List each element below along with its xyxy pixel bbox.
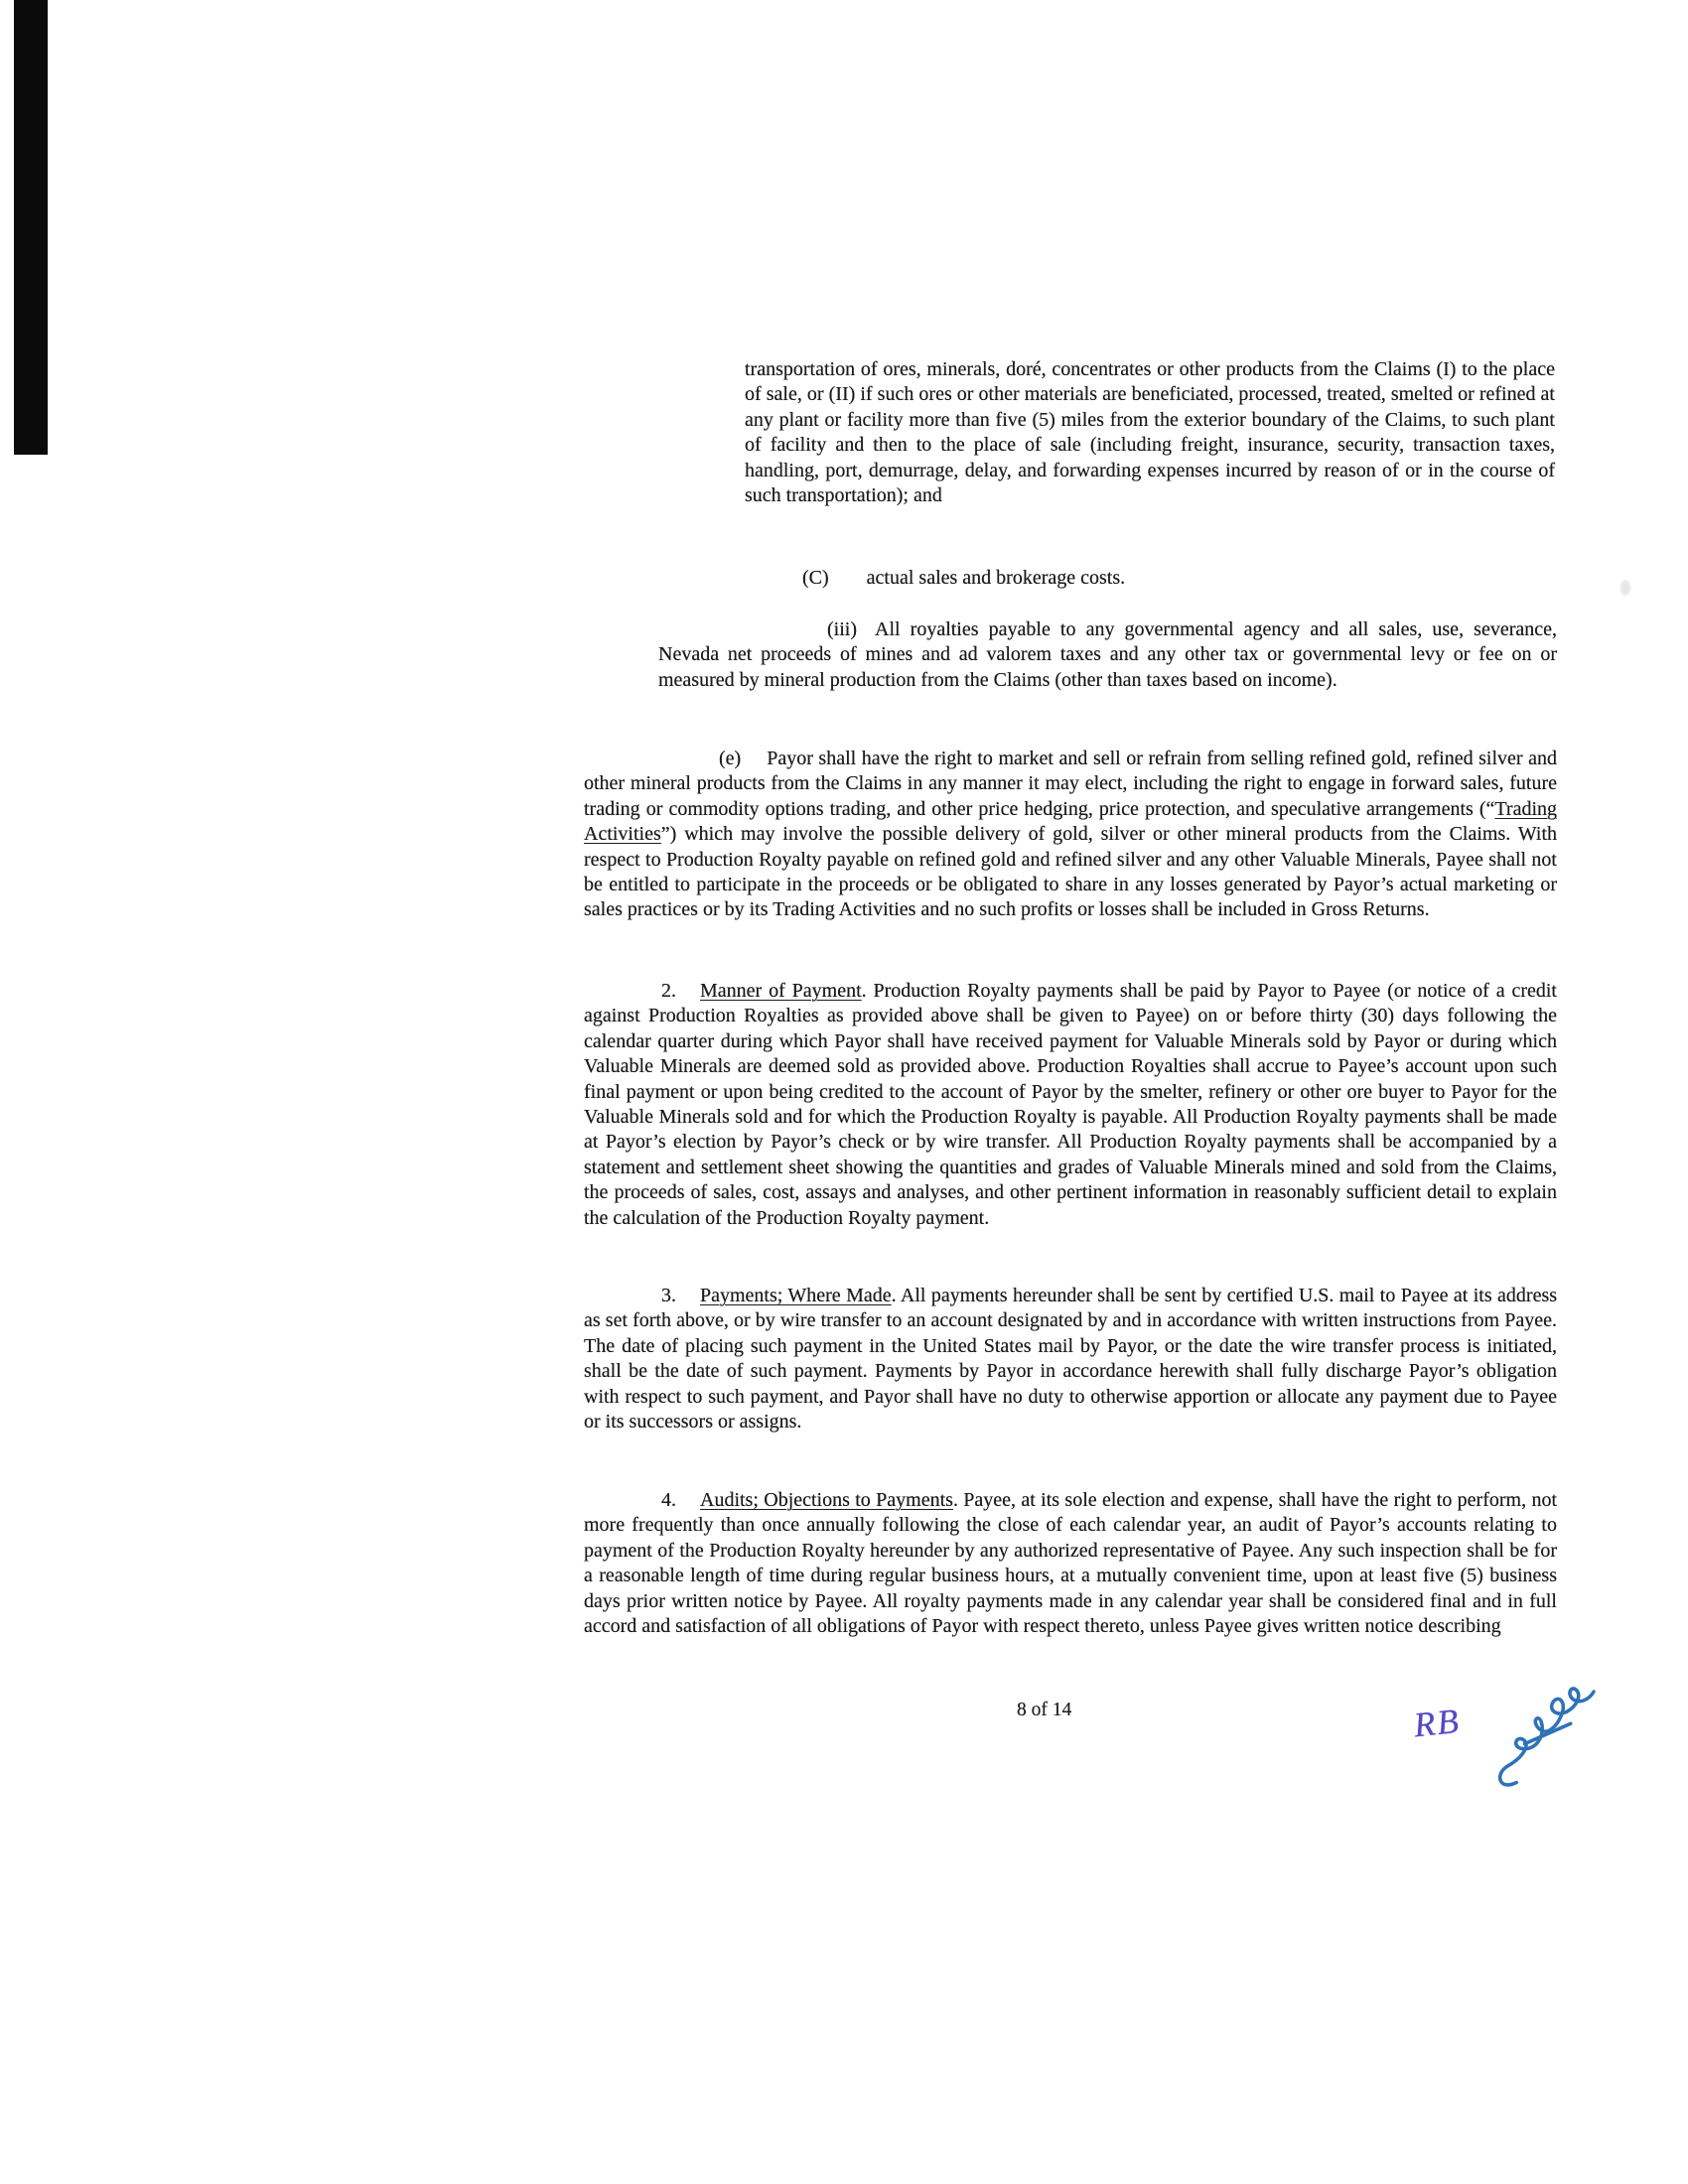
text-segment: . Production Royalty payments shall be paid by Payor to Payee (or notice of a credit against Production Royalties as provided above shall be given to Payee) on or before thirty (30) days following the calendar quarter during which Payor shall have received payment for Valuable Minerals sold by Payor or during which Valuable Minerals are deemed sold as provided above. Production Royalties shall accrue to Payee’s account upon such final payment or upon being credited to the account of Payor by the smelter, refinery or other ore buyer to Payor for the Valuable Minerals sold and for which the Production Royalty is payable. All Production Royalty payments shall be made at Payor’s election by Payor’s check or by wire transfer. All Production Royalty payments shall be accompanied by a statement and settlement sheet showing the quantities and grades of Valuable Minerals mined and sold from the Claims, the proceeds of sales, cost, assays and analyses, and other pertinent information in reasonably sufficient detail to explain the calculation of the Production Royalty payment. [584,980,1557,1229]
section-heading-manner-of-payment: Manner of Payment [700,980,862,1002]
section-number-3: 3. [661,1285,676,1306]
signature-stroke-main [1499,1682,1594,1793]
signature-stroke-cross [1525,1719,1571,1748]
list-marker-e: (e) [719,748,742,769]
list-marker-iii: (iii) [827,618,857,640]
text-segment: ”) which may involve the possible delivery of gold, silver or other mineral products from the Claims. With respect to Production Royalty payable on refined gold and refined silver and any other Valuable Minerals, Payee shall not be entitled to participate in the proceeds or be obligated to share in any losses generated by Payor’s actual marketing or sales practices or by its Trading Activities and no such profits or losses shall be included in Gross Returns. [584,823,1557,921]
handwritten-initials-rb: RB [1412,1701,1463,1745]
section-number-4: 4. [661,1489,676,1511]
defined-term-trading-activities: Trading Activities [584,797,1557,846]
page-number: 8 of 14 [1017,1700,1072,1720]
section-heading-payments-where-made: Payments; Where Made [700,1285,892,1306]
handwritten-signature-scribble [1485,1675,1607,1805]
scan-artifact-smudge [1620,580,1630,596]
scan-artifact-bar [14,0,48,455]
list-item-c-brokerage-costs [802,566,1557,591]
section-3-payments-where-made [584,1284,1557,1434]
section-heading-audits-objections: Audits; Objections to Payments [700,1489,953,1511]
section-4-audits-objections [584,1488,1557,1639]
paragraph-e-trading-activities [584,747,1557,923]
list-item-iii-royalties-taxes [658,617,1557,693]
text-segment: Payor shall have the right to market and sell or refrain from selling refined gold, refined silver and other mineral products from the Claims in any manner it may elect, including the right to engage in forward sales, future trading or commodity options trading, and other price hedging, price protection, and speculative arrangements (“ [584,748,1557,820]
text-segment: transportation of ores, minerals, doré, concentrates or other products from the Claims (I) to the place of sale, or (II) if such ores or other materials are beneficiated, processed, treated, smelted or refined at any plant or facility more than five (5) miles from the exterior boundary of the Claims, to such plant of facility and then to the place of sale (including freight, insurance, security, transaction taxes, handling, port, demurrage, delay, and forwarding expenses incurred by reason of or in the course of such transportation); and [745,358,1555,507]
section-number-2: 2. [661,980,676,1002]
section-2-manner-of-payment [584,979,1557,1231]
text-segment: actual sales and brokerage costs. [866,567,1126,589]
text-segment: . All payments hereunder shall be sent by certified U.S. mail to Payee at its address as set forth above, or by wire transfer to an account designated by and in accordance with written instructions from Payee. The date of placing such payment in the United States mail by Payor, or the date the wire transfer process is initiated, shall be the date of such payment. Payments by Payor in accordance herewith shall fully discharge Payor’s obligation with respect to such payment, and Payor shall have no duty to otherwise apportion or allocate any payment due to Payee or its successors or assigns. [584,1285,1558,1433]
list-marker-c: (C) [802,567,829,589]
text-segment: All royalties payable to any governmental agency and all sales, use, severance, Nevada net proceeds of mines and ad valorem taxes and any other tax or governmental levy or fee on or measured by mineral production from the Claims (other than taxes based on income). [658,618,1557,691]
text-segment: . Payee, at its sole election and expense, shall have the right to perform, not more frequently than once annually following the close of each calendar year, an audit of Payor’s accounts relating to payment of the Production Royalty hereunder by any authorized representative of Payee. Any such inspection shall be for a reasonable length of time during regular business hours, at a mutually convenient time, upon at least five (5) business days prior written notice by Payee. All royalty payments made in any calendar year shall be considered final and in full accord and satisfaction of all obligations of Payor with respect thereto, unless Payee gives written notice describing [584,1489,1557,1638]
paragraph-transportation-costs [745,357,1555,508]
